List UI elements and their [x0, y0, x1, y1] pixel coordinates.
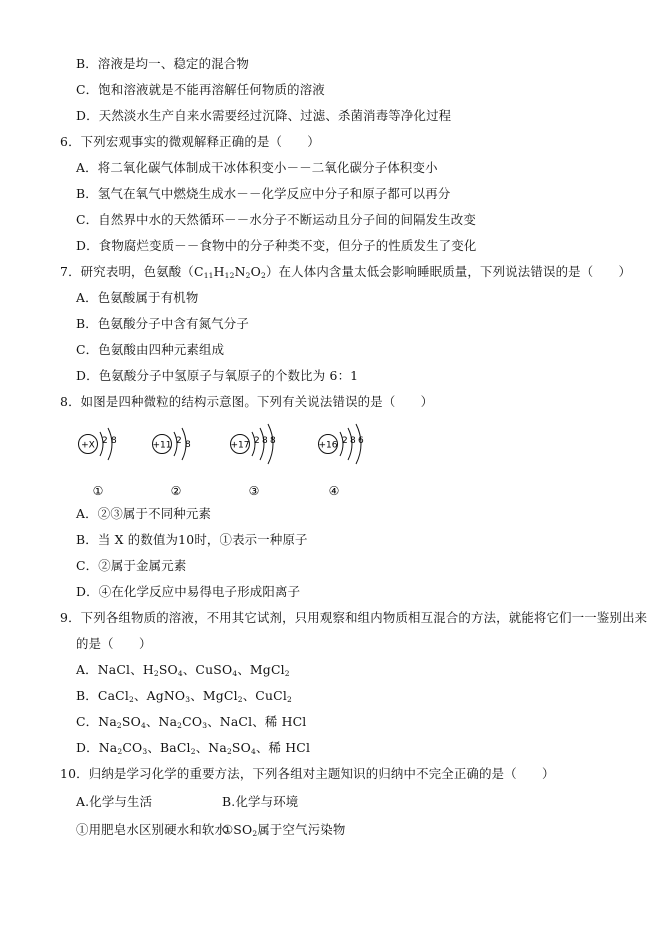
particle-4-shell-3-electrons: 6 [358, 436, 364, 446]
particle-3-shell-1-electrons: 2 [254, 436, 260, 446]
q7-stem [60, 264, 631, 280]
particle-3-label: ③ [248, 484, 260, 498]
q7-stem-post: ）在人体内含量太低会影响睡眠质量，下列说法错误的是（ ） [265, 264, 632, 279]
q6-stem: 6．下列宏观事实的微观解释正确的是（ ） [60, 134, 320, 149]
q8-option-c: C．②属于金属元素 [76, 558, 187, 573]
q10-stem: 10．归纳是学习化学的重要方法，下列各组对主题知识的归纳中不完全正确的是（ ） [60, 766, 555, 781]
particle-3-nucleus-charge: +17 [230, 440, 250, 451]
particle-2-shell-1-electrons: 2 [176, 436, 182, 446]
q8-option-b: B．当 X 的数值为10时，①表示一种原子 [76, 532, 308, 547]
particle-4-nucleus-charge: +16 [318, 440, 338, 451]
q6-option-b: B．氢气在氧气中燃烧生成水－－化学反应中分子和原子都可以再分 [76, 186, 451, 201]
q7-option-c: C．色氨酸由四种元素组成 [76, 342, 225, 357]
particle-4-shell-2-electrons: 8 [350, 436, 356, 446]
particle-1-shell-2-electrons: 8 [111, 436, 117, 446]
particle-2-nucleus-charge: +11 [152, 440, 172, 451]
q6-option-c: C．自然界中水的天然循环－－水分子不断运动且分子间的间隔发生改变 [76, 212, 476, 227]
q8-option-a: A．②③属于不同种元素 [76, 506, 212, 521]
q7-option-b: B．色氨酸分子中含有氮气分子 [76, 316, 249, 331]
q8-stem: 8．如图是四种微粒的结构示意图。下列有关说法错误的是（ ） [60, 394, 434, 409]
particle-2-label: ② [170, 484, 182, 498]
q6-option-d: D．食物腐烂变质－－食物中的分子种类不变，但分子的性质发生了变化 [76, 238, 477, 253]
q5-option-c: C．饱和溶液就是不能再溶解任何物质的溶液 [76, 82, 325, 97]
particle-1-diagram [79, 428, 118, 498]
particle-3-shell-3-electrons: 8 [270, 436, 276, 446]
q5-option-d: D．天然淡水生产自来水需要经过沉降、过滤、杀菌消毒等净化过程 [76, 108, 452, 123]
q10-row1-left: ①用肥皂水区别硬水和软水 [76, 822, 228, 837]
q6-option-a: A．将二氧化碳气体制成干冰体积变小－－二氧化碳分子体积变小 [76, 160, 438, 175]
q10-row1-right: $①SO_2$属于空气污染物 [222, 822, 346, 838]
particle-1-nucleus-charge: +X [81, 440, 95, 451]
q10-table-header-a: A.化学与生活 [76, 794, 153, 809]
particle-4-shell-1-electrons: 2 [342, 436, 348, 446]
particle-3-shell-2-electrons: 8 [262, 436, 268, 446]
q9-stem-line-1: 9．下列各组物质的溶液，不用其它试剂，只用观察和组内物质相互混合的方法，就能将它们一一鉴别出来 [60, 610, 648, 625]
particle-2-diagram [153, 428, 192, 498]
q5-option-b: B．溶液是均一、稳定的混合物 [76, 56, 249, 71]
q9-stem-line-2: 的是（ ） [76, 636, 152, 651]
tryptophan-formula: $C_{11}H_{12}N_2O_2$ [194, 264, 266, 280]
q9-option-d: D．$Na_2CO_3$、BaCl$_2$、$Na_2SO_4$、稀 HCl [76, 740, 311, 756]
particle-3-diagram [231, 424, 277, 498]
q9-option-b: B．CaCl$_2$、AgNO$_3$、MgCl$_2$、CuCl$_2$ [76, 688, 292, 704]
particle-2-shell-2-electrons: 8 [185, 440, 191, 450]
q7-option-d: D．色氨酸分子中氢原子与氧原子的个数比为 6：1 [76, 368, 359, 383]
q9-option-c: C．$Na_2SO_4$、$Na_2CO_3$、NaCl、稀 HCl [76, 714, 307, 730]
q8-option-d: D．④在化学反应中易得电子形成阳离子 [76, 584, 301, 599]
q7-stem-pre: 7．研究表明，色氨酸（ [60, 264, 194, 279]
q7-option-a: A．色氨酸属于有机物 [76, 290, 199, 305]
atomic-structure-diagrams [70, 420, 380, 500]
particle-4-label: ④ [328, 484, 340, 498]
particle-1-shell-1-electrons: 2 [102, 436, 108, 446]
q10-table-header-b: B.化学与环境 [222, 794, 299, 809]
particle-1-label: ① [92, 484, 104, 498]
particle-4-diagram [319, 424, 365, 498]
q9-option-a: A．NaCl、$H_2SO_4$、CuSO$_4$、MgCl$_2$ [76, 662, 290, 678]
